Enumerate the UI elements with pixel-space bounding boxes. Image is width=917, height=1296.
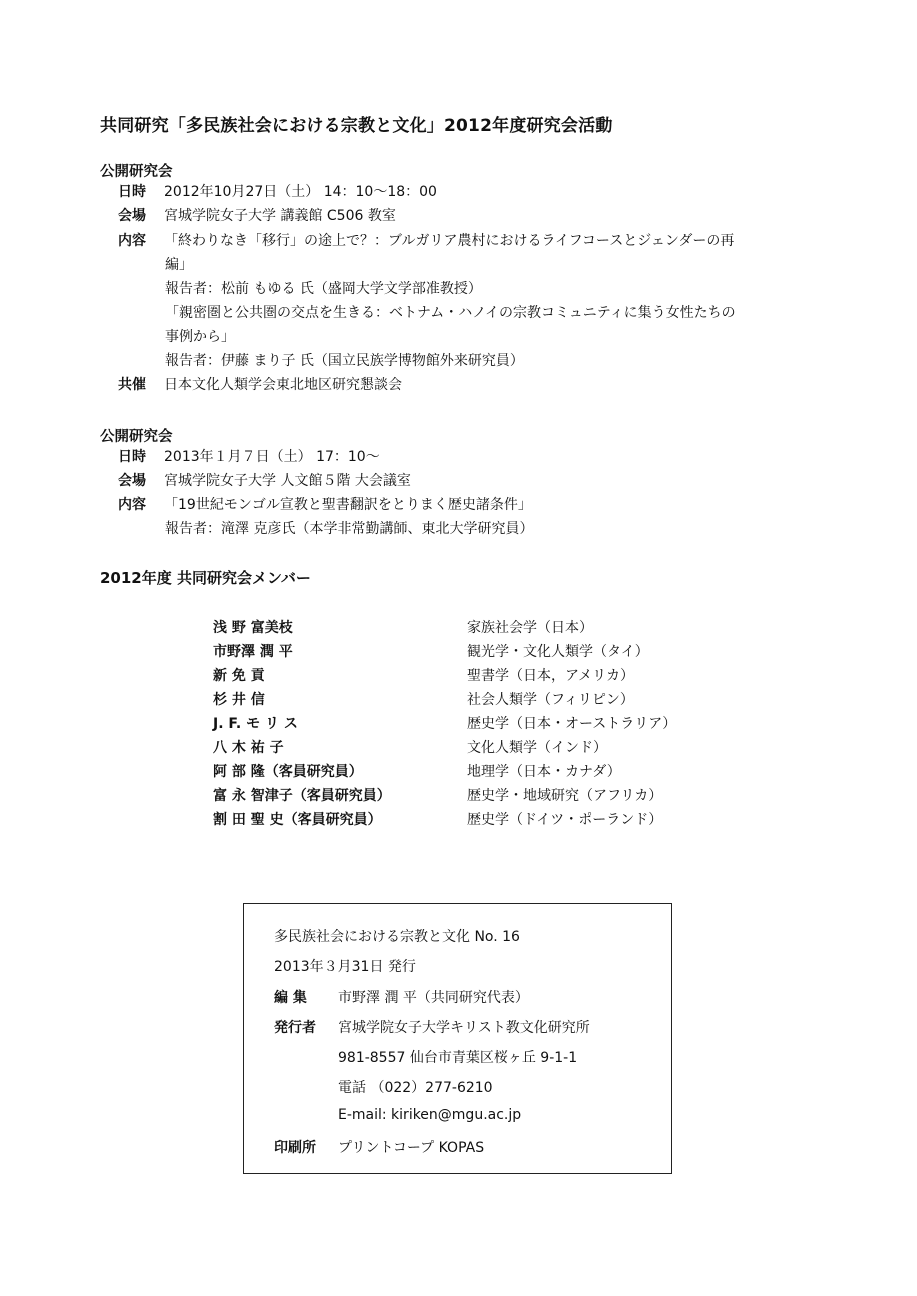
member-name: 市野澤 潤 平 — [213, 644, 293, 660]
colophon-printer: プリントコープ KOPAS — [338, 1140, 485, 1156]
colophon-publisher-label: 発行者 — [274, 1020, 316, 1036]
member-name: 新 免 貢 — [213, 668, 265, 684]
colophon-publisher: 宮城学院女子大学キリスト教文化研究所 — [338, 1020, 590, 1036]
member-name: 杉 井 信 — [213, 692, 265, 708]
member-name: J. F. モ リ ス — [213, 716, 298, 732]
meeting2-heading: 公開研究会 — [100, 429, 173, 445]
colophon-box — [243, 903, 672, 1174]
meeting1-talk1-line2: 編」 — [165, 257, 193, 273]
meeting1-cosponsor-label: 共催 — [118, 377, 146, 393]
page-title: 共同研究「多民族社会における宗教と文化」2012年度研究会活動 — [100, 116, 613, 136]
colophon-printer-label: 印刷所 — [274, 1140, 316, 1156]
colophon-phone: 電話 （022）277-6210 — [338, 1080, 493, 1096]
meeting1-heading: 公開研究会 — [100, 164, 173, 180]
colophon-email: E-mail: kiriken@mgu.ac.jp — [338, 1107, 522, 1123]
meeting2-talk1-speaker: 報告者：滝澤 克彦氏（本学非常勤講師、東北大学研究員） — [165, 521, 534, 537]
meeting2-datetime: 2013年１月７日（土） 17：10～ — [164, 449, 380, 465]
member-field: 歴史学・地域研究（アフリカ） — [467, 788, 663, 804]
meeting1-cosponsor-row — [118, 375, 402, 395]
colophon-editor: 市野澤 潤 平（共同研究代表） — [338, 990, 529, 1006]
meeting2-content-row — [118, 495, 532, 515]
members-heading: 2012年度 共同研究会メンバー — [100, 569, 311, 587]
meeting1-content-label: 内容 — [118, 233, 146, 249]
colophon-publication: 多民族社会における宗教と文化 No. 16 — [274, 929, 520, 945]
meeting1-datetime-row — [118, 182, 437, 202]
meeting2-venue: 宮城学院女子大学 人文館５階 大会議室 — [164, 473, 411, 489]
colophon-address: 981-8557 仙台市青葉区桜ヶ丘 9-1-1 — [338, 1050, 578, 1066]
meeting1-talk1-line1: 「終わりなき「移行」の途上で？：ブルガリア農村におけるライフコースとジェンダーの再 — [164, 233, 735, 249]
meeting1-talk2-line2: 事例から」 — [165, 329, 235, 345]
meeting2-content-label: 内容 — [118, 497, 146, 513]
meeting2-datetime-row — [118, 447, 380, 467]
meeting1-venue-row — [118, 206, 396, 226]
member-field: 歴史学（日本・オーストラリア） — [467, 716, 677, 732]
member-name: 阿 部 隆（客員研究員） — [213, 764, 363, 780]
meeting2-talk1-line1: 「19世紀モンゴル宣教と聖書翻訳をとりまく歴史諸条件」 — [164, 497, 532, 513]
meeting1-venue-label: 会場 — [118, 208, 146, 224]
member-field: 家族社会学（日本） — [467, 620, 593, 636]
colophon-editor-label: 編 集 — [274, 990, 307, 1006]
member-field: 文化人類学（インド） — [467, 740, 607, 756]
member-field: 観光学・文化人類学（タイ） — [467, 644, 649, 660]
meeting2-datetime-label: 日時 — [118, 449, 146, 465]
member-field: 聖書学（日本，アメリカ） — [467, 668, 635, 684]
member-field: 社会人類学（フィリピン） — [467, 692, 634, 708]
meeting1-talk2-line1: 「親密圏と公共圏の交点を生きる：ベトナム・ハノイの宗教コミュニティに集う女性たちの — [165, 305, 736, 321]
meeting1-datetime-label: 日時 — [118, 184, 146, 200]
meeting1-talk2-speaker: 報告者：伊藤 まり子 氏（国立民族学博物館外来研究員） — [165, 353, 524, 369]
colophon-issue-date: 2013年３月31日 発行 — [274, 959, 416, 975]
meeting2-venue-label: 会場 — [118, 473, 146, 489]
meeting1-datetime: 2012年10月27日（土） 14：10～18：00 — [164, 184, 437, 200]
meeting2-venue-row — [118, 471, 411, 491]
member-name: 八 木 祐 子 — [213, 740, 284, 756]
meeting1-venue: 宮城学院女子大学 講義館 C506 教室 — [164, 208, 396, 224]
member-name: 富 永 智津子（客員研究員） — [213, 788, 391, 804]
member-name: 浅 野 富美枝 — [213, 620, 293, 636]
member-field: 地理学（日本・カナダ） — [467, 764, 621, 780]
member-field: 歴史学（ドイツ・ポーランド） — [467, 812, 663, 828]
meeting1-content-row — [118, 231, 734, 251]
member-name: 割 田 聖 史（客員研究員） — [213, 812, 382, 828]
meeting1-cosponsor: 日本文化人類学会東北地区研究懇談会 — [164, 377, 402, 393]
meeting1-talk1-speaker: 報告者：松前 もゆる 氏（盛岡大学文学部准教授） — [165, 281, 482, 297]
